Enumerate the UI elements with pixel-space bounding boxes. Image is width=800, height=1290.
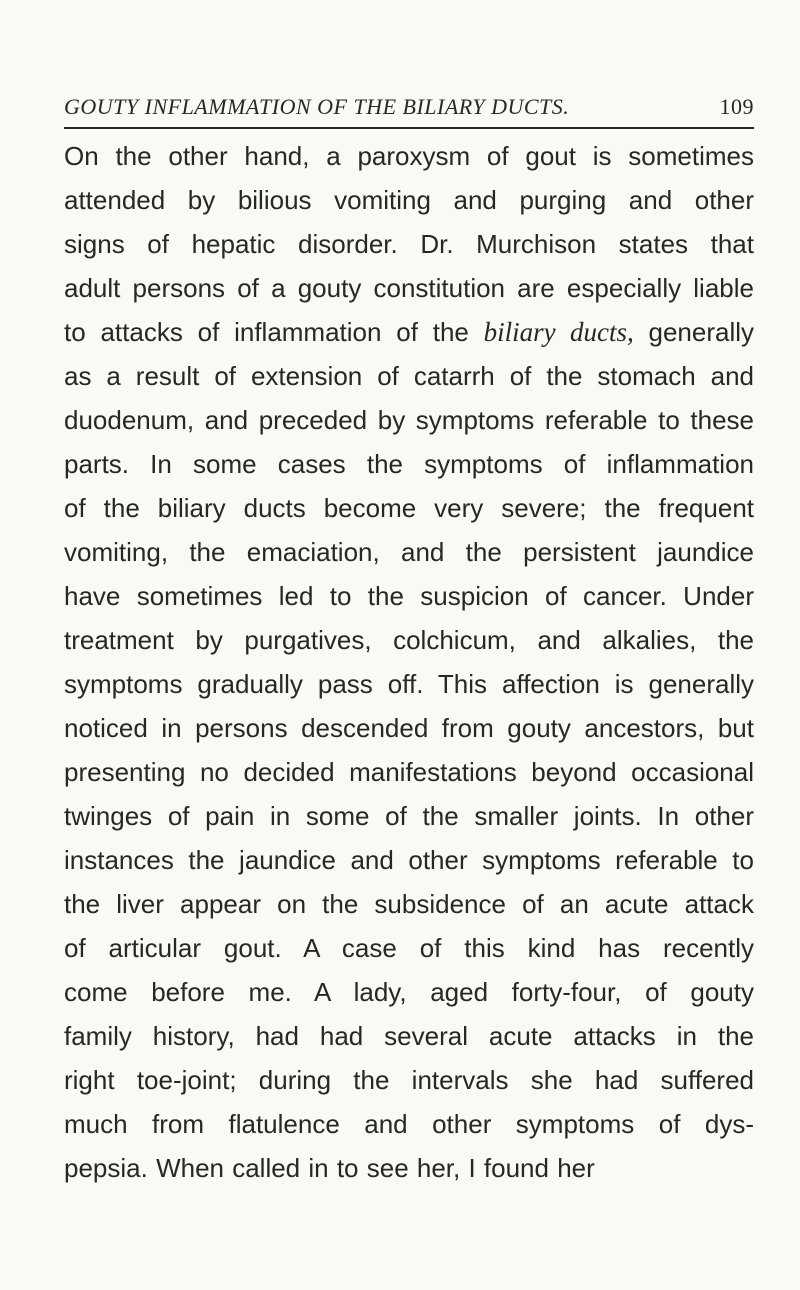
text-line <box>64 662 754 706</box>
text-segment: treatment by purgatives, colchicum, and alkalies, the <box>64 625 754 655</box>
text-line <box>64 354 754 398</box>
text-segment: On the other hand, a paroxysm of gout is sometimes <box>64 141 754 171</box>
text-line <box>64 1146 754 1190</box>
text-segment: to attacks of inflammation of the <box>64 317 484 347</box>
text-segment: the liver appear on the subsidence of an acute attack <box>64 889 754 919</box>
text-segment: instances the jaundice and other symptoms referable to <box>64 845 754 875</box>
text-segment: right toe-joint; during the intervals she had suffered <box>64 1065 754 1095</box>
text-segment: as a result of extension of catarrh of the stomach and <box>64 361 754 391</box>
text-segment: symptoms gradually pass off. This affection is generally <box>64 669 754 699</box>
text-line <box>64 222 754 266</box>
text-line <box>64 486 754 530</box>
text-segment: of articular gout. A case of this kind has recently <box>64 933 754 963</box>
text-segment: presenting no decided manifestations beyond occasional <box>64 757 754 787</box>
text-line <box>64 530 754 574</box>
text-line <box>64 178 754 222</box>
text-segment: signs of hepatic disorder. Dr. Murchison states that <box>64 229 754 259</box>
running-title: GOUTY INFLAMMATION OF THE BILIARY DUCTS. <box>64 94 570 119</box>
text-line <box>64 794 754 838</box>
italic-text: biliary ducts, <box>483 317 634 347</box>
text-segment: pepsia. When called in to see her, I found her <box>64 1153 595 1183</box>
text-line <box>64 618 754 662</box>
text-line <box>64 266 754 310</box>
text-line <box>64 574 754 618</box>
text-segment: noticed in persons descended from gouty ancestors, but <box>64 713 754 743</box>
running-head <box>64 90 754 124</box>
text-line <box>64 882 754 926</box>
body-paragraph <box>64 134 754 1190</box>
text-segment: family history, had had several acute attacks in the <box>64 1021 754 1051</box>
text-segment: come before me. A lady, aged forty-four, of gouty <box>64 977 754 1007</box>
text-line <box>64 310 754 354</box>
text-segment: generally <box>633 317 754 347</box>
text-segment: much from flatulence and other symptoms of dys- <box>64 1109 754 1139</box>
text-line <box>64 134 754 178</box>
text-line <box>64 1058 754 1102</box>
text-segment: vomiting, the emaciation, and the persistent jaundice <box>64 537 754 567</box>
header-rule <box>64 127 754 129</box>
text-segment: adult persons of a gouty constitution are especially liable <box>64 273 754 303</box>
text-line <box>64 1014 754 1058</box>
page-number: 109 <box>719 94 754 119</box>
text-line <box>64 838 754 882</box>
text-segment: duodenum, and preceded by symptoms referable to these <box>64 405 754 435</box>
text-line <box>64 1102 754 1146</box>
text-line <box>64 970 754 1014</box>
text-segment: attended by bilious vomiting and purging and other <box>64 185 754 215</box>
text-segment: twinges of pain in some of the smaller joints. In other <box>64 801 754 831</box>
text-line <box>64 706 754 750</box>
text-line <box>64 926 754 970</box>
text-line <box>64 442 754 486</box>
text-segment: have sometimes led to the suspicion of cancer. Under <box>64 581 754 611</box>
text-line <box>64 750 754 794</box>
text-line <box>64 398 754 442</box>
text-segment: of the biliary ducts become very severe; the frequent <box>64 493 754 523</box>
text-segment: parts. In some cases the symptoms of inflammation <box>64 449 754 479</box>
